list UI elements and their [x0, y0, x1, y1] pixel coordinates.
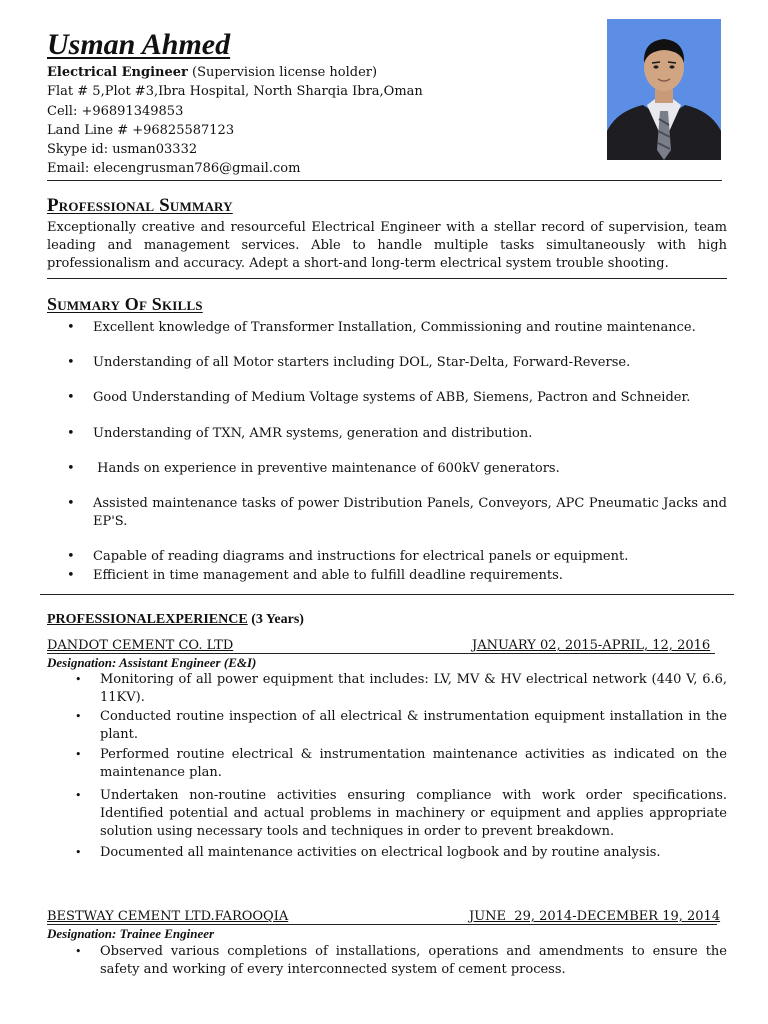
- duty-text: Conducted routine inspection of all electrical & instrumentation equipment installation in the plant.: [100, 709, 727, 742]
- skill-text: Good Understanding of Medium Voltage systems of ABB, Siemens, Pactron and Schneider.: [93, 390, 691, 405]
- bullet-icon: •: [75, 748, 82, 761]
- landline-phone: Land Line # +96825587123: [47, 122, 235, 138]
- summary-divider: [47, 278, 727, 279]
- duty-text: Observed various completions of installations, operations and amendments to ensure the safety and working of every interconnected system of cement process.: [100, 944, 727, 977]
- duty-text: Documented all maintenance activities on electrical logbook and by routine analysis.: [100, 845, 661, 860]
- bullet-icon: •: [67, 496, 75, 511]
- job-dates: JUNE 29, 2014-DECEMBER 19, 2014: [469, 909, 721, 924]
- bullet-icon: •: [75, 710, 82, 723]
- skill-text: Hands on experience in preventive maintenance of 600kV generators.: [93, 461, 560, 476]
- header-divider: [47, 180, 722, 181]
- job-dates: JANUARY 02, 2015-APRIL, 12, 2016: [472, 638, 711, 653]
- duty-text: Monitoring of all power equipment that includes: LV, MV & HV electrical network (440 V, 6.6, 11KV).: [100, 672, 727, 705]
- bullet-icon: •: [67, 461, 75, 476]
- experience-years: (3 Years): [247, 612, 304, 627]
- experience-title: PROFESSIONALEXPERIENCE: [47, 612, 248, 627]
- bullet-icon: •: [67, 355, 75, 370]
- bullet-icon: •: [67, 320, 75, 335]
- skill-text: Understanding of TXN, AMR systems, generation and distribution.: [93, 426, 533, 441]
- job-company: DANDOT CEMENT CO. LTD: [47, 638, 234, 653]
- bullet-icon: •: [67, 426, 75, 441]
- job-title-line: [47, 63, 423, 82]
- candidate-name: Usman Ahmed: [47, 28, 231, 61]
- job-underline: [47, 924, 717, 925]
- address: Flat # 5,Plot #3,Ibra Hospital, North Sharqia Ibra,Oman: [47, 84, 423, 100]
- job-designation: Designation: Trainee Engineer: [47, 926, 215, 941]
- skills-heading: Summary Of Skills: [47, 294, 203, 314]
- skill-text: Capable of reading diagrams and instructions for electrical panels or equipment.: [93, 549, 629, 564]
- person-portrait-icon: [607, 19, 721, 160]
- bullet-icon: •: [75, 673, 82, 686]
- skills-divider: [40, 594, 734, 595]
- bullet-icon: •: [75, 789, 82, 802]
- bullet-icon: •: [67, 568, 75, 583]
- bullet-icon: •: [67, 549, 75, 564]
- contact-block: [47, 63, 423, 179]
- bullet-icon: •: [75, 846, 82, 859]
- skype-id: Skype id: usman03332: [47, 142, 198, 158]
- skill-text: Assisted maintenance tasks of power Distribution Panels, Conveyors, APC Pneumatic Jacks and EP'S.: [93, 496, 727, 529]
- summary-text: Exceptionally creative and resourceful Electrical Engineer with a stellar record of supervision, team leading and management services. Able to handle multiple tasks simultaneously with high professionalism and accuracy. Adept a short-and long-term electrical system trouble shooting.: [47, 220, 727, 271]
- duty-text: Undertaken non-routine activities ensuring compliance with work order specifications. Identified potential and actual problems in machinery or equipment and applies appropriate solution using necessary tools and techniques in order to prevent breakdown.: [100, 788, 727, 839]
- email-address: Email: elecengrusman786@gmail.com: [47, 161, 301, 177]
- job-designation: Designation: Assistant Engineer (E&I): [47, 655, 257, 670]
- skill-text: Excellent knowledge of Transformer Installation, Commissioning and routine maintenance.: [93, 320, 696, 335]
- bullet-icon: •: [75, 945, 82, 958]
- job-underline: [47, 653, 715, 654]
- skill-text: Understanding of all Motor starters including DOL, Star-Delta, Forward-Reverse.: [93, 355, 631, 370]
- job-title: Electrical Engineer: [47, 65, 188, 80]
- summary-heading: Professional Summary: [47, 195, 233, 216]
- license-note: (Supervision license holder): [187, 65, 378, 80]
- experience-heading: [47, 612, 304, 628]
- bullet-icon: •: [67, 390, 75, 405]
- profile-photo: [607, 19, 721, 160]
- duty-text: Performed routine electrical & instrumentation maintenance activities as indicated on the maintenance plan.: [100, 747, 727, 780]
- job-company: BESTWAY CEMENT LTD.FAROOQIA: [47, 909, 289, 924]
- skill-text: Efficient in time management and able to fulfill deadline requirements.: [93, 568, 563, 583]
- cell-phone: Cell: +96891349853: [47, 103, 184, 119]
